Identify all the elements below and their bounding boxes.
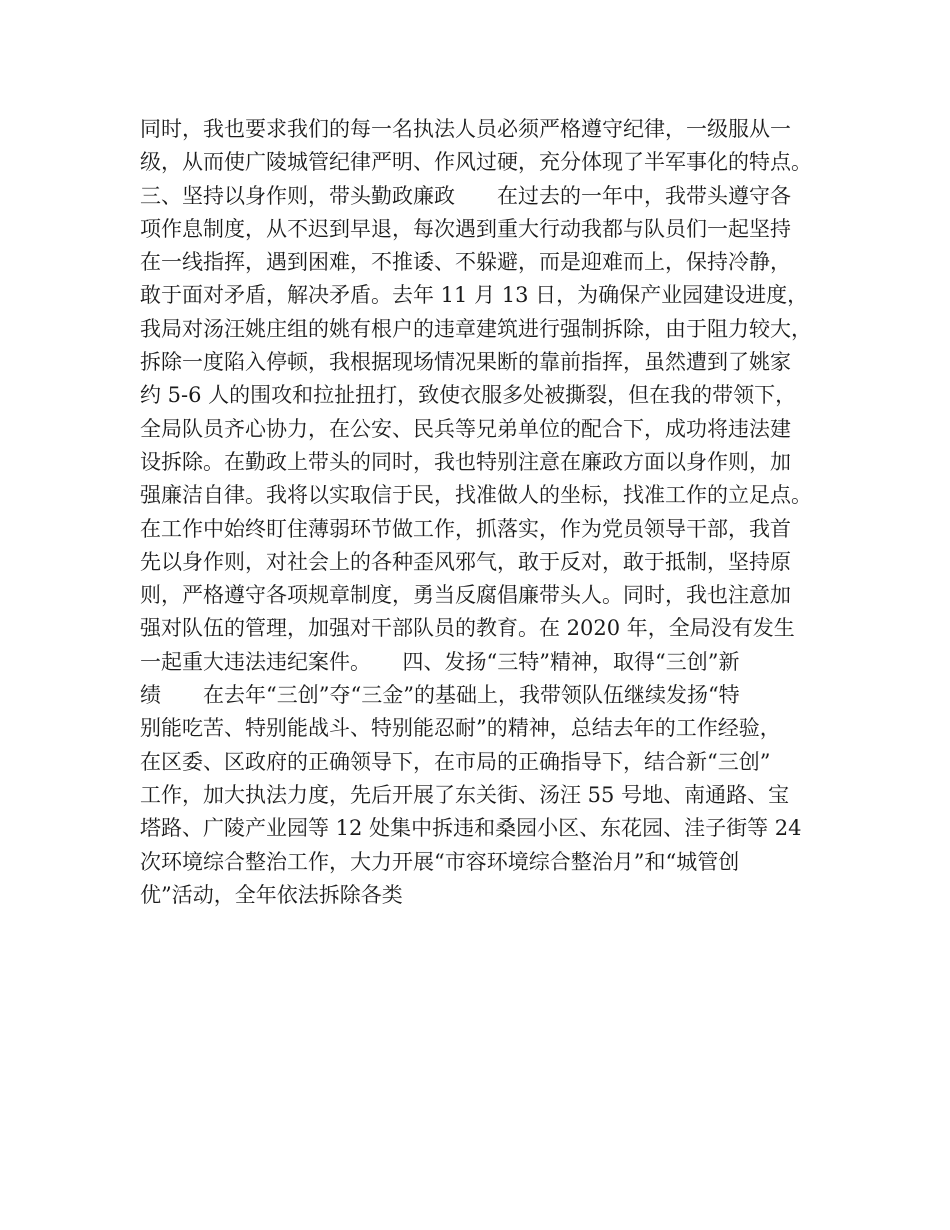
text-line: 同时，我也要求我们的每一名执法人员必须严格遵守纪律，一级服从一 <box>140 117 791 141</box>
text-line: 优”活动，全年依法拆除各类 <box>140 882 403 907</box>
text-line: 敢于面对矛盾，解决矛盾。去年 11 月 13 日，为确保产业园建设进度， <box>140 283 809 308</box>
text-line: 在区委、区政府的正确领导下，在市局的正确指导下，结合新“三创” <box>140 749 771 774</box>
text-line: 在一线指挥，遇到困难，不推诿、不躲避，而是迎难而上，保持冷静， <box>140 250 791 275</box>
text-line: 强对队伍的管理，加强对干部队员的教育。在 2020 年，全局没有发生 <box>140 616 795 641</box>
text-line: 塔路、广陵产业园等 12 处集中拆违和桑园小区、东花园、洼子街等 24 <box>140 816 802 841</box>
text-line: 则，严格遵守各项规章制度，勇当反腐倡廉带头人。同时，我也注意加 <box>140 583 791 608</box>
text-line: 项作息制度，从不迟到早退，每次遇到重大行动我都与队员们一起坚持 <box>140 216 791 241</box>
document-body <box>140 113 840 912</box>
text-line: 别能吃苦、特别能战斗、特别能忍耐”的精神，总结去年的工作经验， <box>140 716 781 741</box>
text-line: 强廉洁自律。我将以实取信于民，找准做人的坐标，找准工作的立足点。 <box>140 483 812 508</box>
text-line: 三、坚持以身作则，带头勤政廉政 在过去的一年中，我带头遵守各 <box>140 183 791 208</box>
text-line: 设拆除。在勤政上带头的同时，我也特别注意在廉政方面以身作则，加 <box>140 449 791 474</box>
text-line: 我局对汤汪姚庄组的姚有根户的违章建筑进行强制拆除，由于阻力较大， <box>140 316 812 341</box>
text-line: 一起重大违法违纪案件。 四、发扬“三特”精神，取得“三创”新 <box>140 649 740 674</box>
text-line: 次环境综合整治工作，大力开展“市容环境综合整治月”和“城管创 <box>140 849 740 874</box>
text-line: 在工作中始终盯住薄弱环节做工作，抓落实，作为党员领导干部，我首 <box>140 516 791 541</box>
text-line: 先以身作则，对社会上的各种歪风邪气，敢于反对，敢于抵制，坚持原 <box>140 549 791 574</box>
text-line: 约 5-6 人的围攻和拉扯扭打，致使衣服多处被撕裂，但在我的带领下， <box>140 383 797 408</box>
text-line: 工作，加大执法力度，先后开展了东关街、汤汪 55 号地、南通路、宝 <box>140 782 790 807</box>
text-line: 拆除一度陷入停顿，我根据现场情况果断的靠前指挥，虽然遭到了姚家 <box>140 350 791 375</box>
text-line: 全局队员齐心协力，在公安、民兵等兄弟单位的配合下，成功将违法建 <box>140 416 791 441</box>
text-line: 级，从而使广陵城管纪律严明、作风过硬，充分体现了半军事化的特点。 <box>140 150 812 175</box>
text-line: 绩 在去年“三创”夺“三金”的基础上，我带领队伍继续发扬“特 <box>140 683 740 708</box>
